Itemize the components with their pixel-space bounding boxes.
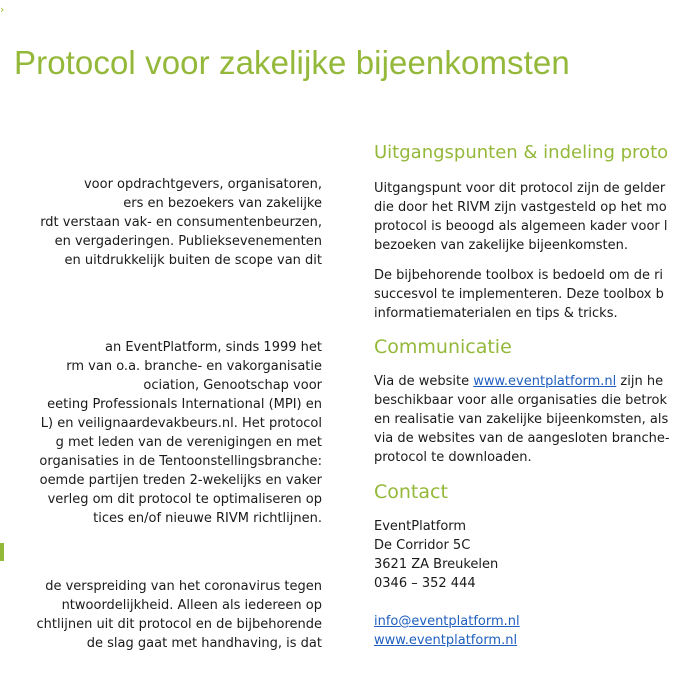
text-fragment: zijn he <box>616 374 664 389</box>
text-line: en realisatie van zakelijke bijeenkomsten, als <box>374 412 669 427</box>
text-line: chtlijnen uit dit protocol en de bijbehorende <box>36 617 322 632</box>
text-line: De bijbehorende toolbox is bedoeld om de ri <box>374 268 664 283</box>
contact-line: De Corridor 5C <box>374 538 471 553</box>
text-line: L) en veilignaardevakbeurs.nl. Het protocol <box>40 416 322 431</box>
text-line: an EventPlatform, sinds 1999 het <box>104 340 322 355</box>
text-line: die door het RIVM zijn vastgesteld op het mo <box>374 200 667 215</box>
text-line: informatiematerialen en tips & tricks. <box>374 306 618 321</box>
text-line: g met leden van de verenigingen en met <box>55 435 322 450</box>
contact-line: 0346 – 352 444 <box>374 576 476 591</box>
text-line: rm van o.a. branche- en vakorganisatie <box>66 359 322 374</box>
text-line: oemde partijen treden 2-wekelijks en vaker <box>39 473 322 488</box>
text-line: de slag gaat met handhaving, is dat <box>86 636 322 651</box>
text-line <box>374 373 663 390</box>
text-line: beschikbaar voor alle organisaties die betrok <box>374 393 667 408</box>
text-line: bezoeken van zakelijke bijeenkomsten. <box>374 238 629 253</box>
text-line: succesvol te implementeren. Deze toolbox b <box>374 287 664 302</box>
email-link[interactable]: info@eventplatform.nl <box>374 614 520 629</box>
website-link[interactable]: www.eventplatform.nl <box>473 374 617 389</box>
text-line: ntwoordelijkheid. Alleen als iedereen op <box>61 598 322 613</box>
text-line <box>374 613 520 630</box>
text-line: de verspreiding van het coronavirus tegen <box>45 579 322 594</box>
page-title: Protocol voor zakelijke bijeenkomsten <box>14 44 570 81</box>
text-line: via de websites van de aangesloten branche- <box>374 431 670 446</box>
text-line: Uitgangspunt voor dit protocol zijn de gelder <box>374 181 666 196</box>
text-fragment: Via de website <box>374 374 474 389</box>
text-line: protocol te downloaden. <box>374 450 532 465</box>
heading-communicatie: Communicatie <box>374 336 512 358</box>
text-line: tices en/of nieuwe RIVM richtlijnen. <box>93 511 322 526</box>
text-line: ociation, Genootschap voor <box>143 378 322 393</box>
text-line: ers en bezoekers van zakelijke <box>123 196 322 211</box>
heading-contact: Contact <box>374 481 448 503</box>
text-line: voor opdrachtgevers, organisatoren, <box>83 177 322 192</box>
text-line: eeting Professionals International (MPI) en <box>47 397 322 412</box>
arrow-icon: › <box>0 3 5 16</box>
text-line: en uitdrukkelijk buiten de scope van dit <box>64 253 322 268</box>
text-line: en vergaderingen. Publieksevenementen <box>54 234 322 249</box>
website-link[interactable]: www.eventplatform.nl <box>374 633 518 648</box>
text-line <box>374 632 517 649</box>
section-marker <box>0 543 4 561</box>
heading-uitgangspunten: Uitgangspunten & indeling proto <box>374 142 669 163</box>
text-line: protocol is beoogd als algemeen kader voor l <box>374 219 668 234</box>
contact-line: EventPlatform <box>374 519 467 534</box>
text-line: rdt verstaan vak- en consumentenbeurzen, <box>40 215 322 230</box>
contact-line: 3621 ZA Breukelen <box>374 557 499 572</box>
text-line: organisaties in de Tentoonstellingsbranche: <box>39 454 322 469</box>
text-line: verleg om dit protocol te optimaliseren op <box>47 492 322 507</box>
